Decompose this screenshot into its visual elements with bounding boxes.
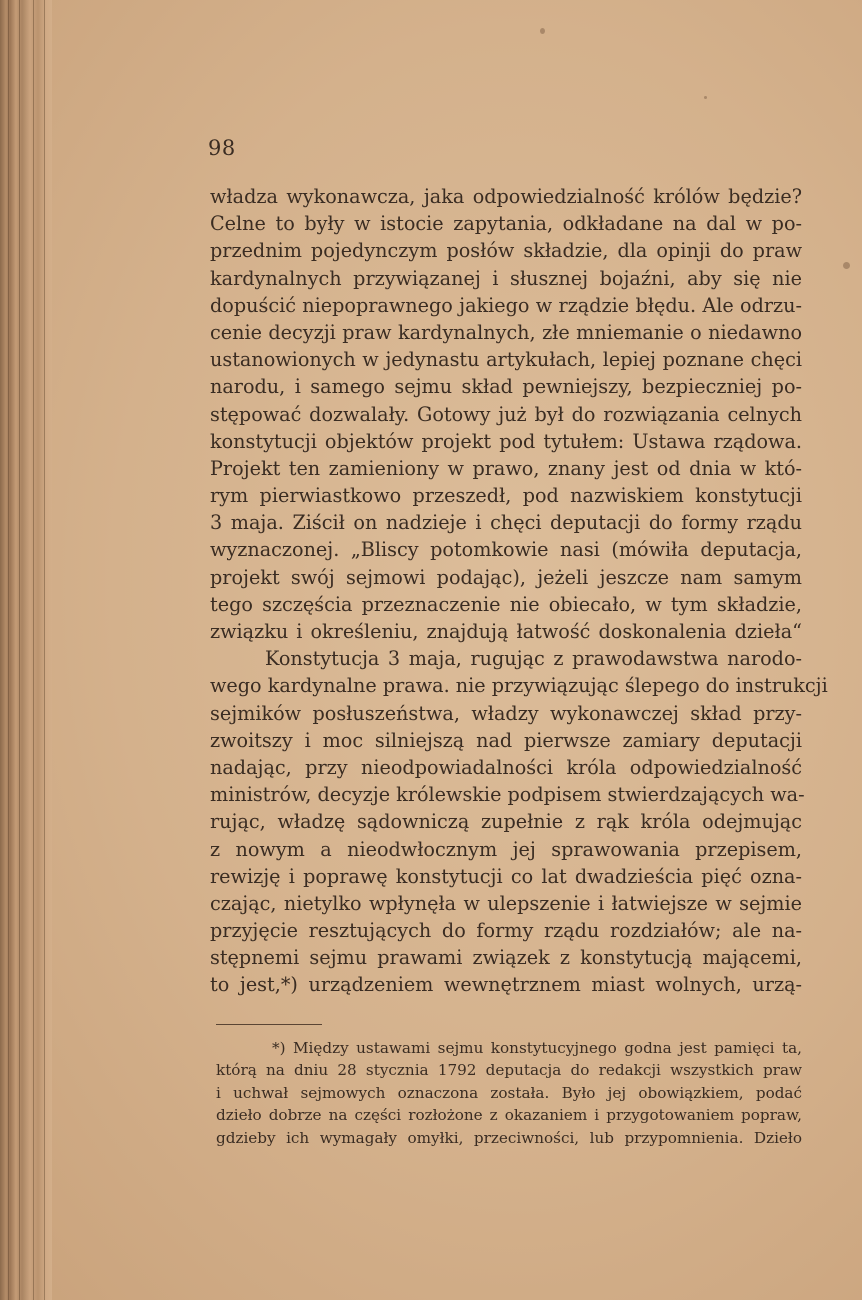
text-line: to jest,*) urządzeniem wewnętrznem miast wolnych, urzą- — [210, 973, 802, 997]
page-number: 98 — [208, 136, 236, 160]
text-line: rym pierwiastkowo przeszedł, pod nazwiskiem konstytucji — [210, 484, 802, 508]
footnote — [216, 1037, 802, 1149]
text-line: związku i określeniu, znajdują łatwość doskonalenia dzieła“ — [210, 620, 802, 643]
text-line: sejmików posłuszeństwa, władzy wykonawczej skład przy- — [210, 701, 802, 725]
text-line: z nowym a nieodwłocznym jej sprawowania przepisem, — [210, 837, 802, 861]
footnote-line: i uchwał sejmowych oznaczona została. Było jej obowiązkiem, podać — [216, 1083, 802, 1102]
text-line: przednim pojedynczym posłów składzie, dla opinji do praw — [210, 239, 802, 263]
footnote-line: którą na dniu 28 stycznia 1792 deputacja do redakcji wszystkich praw — [216, 1061, 802, 1080]
paper-spot — [843, 262, 850, 269]
text-line: Celne to były w istocie zapytania, odkładane na dal w po- — [210, 212, 802, 236]
paper-spot — [540, 28, 545, 34]
paragraph-start-line: Konstytucja 3 maja, rugując z prawodawstwa narodo- — [265, 647, 802, 671]
text-line: czając, nietylko wpłynęła w ulepszenie i łatwiejsze w sejmie — [210, 891, 802, 915]
text-line: kardynalnych przywiązanej i słusznej bojaźni, aby się nie — [210, 266, 802, 290]
text-line: wyznaczonej. „Bliscy potomkowie nasi (mówiła deputacja, — [210, 538, 802, 562]
text-line: stępować dozwalały. Gotowy już był do rozwiązania celnych — [210, 402, 802, 426]
text-line: cenie decyzji praw kardynalnych, złe mniemanie o niedawno — [210, 320, 802, 344]
footnote-line: *) Między ustawami sejmu konstytucyjnego godna jest pamięci ta, — [272, 1039, 802, 1057]
footnote-line: dzieło dobrze na części rozłożone z okazaniem i przygotowaniem popraw, — [216, 1106, 802, 1125]
text-line: narodu, i samego sejmu skład pewniejszy, bezpieczniej po- — [210, 375, 802, 399]
text-line: rując, władzę sądowniczą zupełnie z rąk króla odejmując — [210, 810, 802, 834]
text-line: konstytucji objektów projekt pod tytułem: Ustawa rządowa. — [210, 429, 802, 453]
spine-edge-line — [44, 0, 45, 1300]
spine-edge-line — [8, 0, 9, 1300]
text-line: ustanowionych w jedynastu artykułach, lepiej poznane chęci — [210, 348, 802, 372]
footnote-line: gdzieby ich wymagały omyłki, przeciwności, lub przypomnienia. Dzieło — [216, 1128, 802, 1147]
spine-edge-line — [19, 0, 20, 1300]
text-line: dopuścić niepoprawnego jakiego w rządzie błędu. Ale odrzu- — [210, 293, 802, 317]
text-line: wego kardynalne prawa. nie przywiązując ślepego do instrukcji — [210, 674, 828, 698]
text-line: nadając, przy nieodpowiadalności króla odpowiedzialność — [210, 755, 802, 779]
text-line: Projekt ten zamieniony w prawo, znany jest od dnia w któ- — [210, 456, 802, 480]
text-line: rewizję i poprawę konstytucji co lat dwadzieścia pięć ozna- — [210, 864, 802, 888]
text-line: 3 maja. Ziścił on nadzieje i chęci deputacji do formy rządu — [210, 511, 802, 535]
spine-edge-line — [33, 0, 34, 1300]
text-line: przyjęcie resztujących do formy rządu rozdziałów; ale na- — [210, 919, 802, 943]
text-line: stępnemi sejmu prawami związek z konstytucją mającemi, — [210, 946, 802, 970]
text-line: zwoitszy i moc silniejszą nad pierwsze zamiary deputacji — [210, 728, 802, 752]
footnote-divider — [216, 1024, 322, 1025]
paper-spot — [704, 96, 707, 99]
text-line: projekt swój sejmowi podając), jeżeli jeszcze nam samym — [210, 565, 802, 589]
text-line: tego szczęścia przeznaczenie nie obiecało, w tym składzie, — [210, 592, 802, 616]
body-text — [210, 183, 828, 999]
text-line: władza wykonawcza, jaka odpowiedzialność królów będzie? — [210, 185, 802, 208]
text-line: ministrów, decyzje królewskie podpisem stwierdzających wa- — [210, 783, 805, 807]
